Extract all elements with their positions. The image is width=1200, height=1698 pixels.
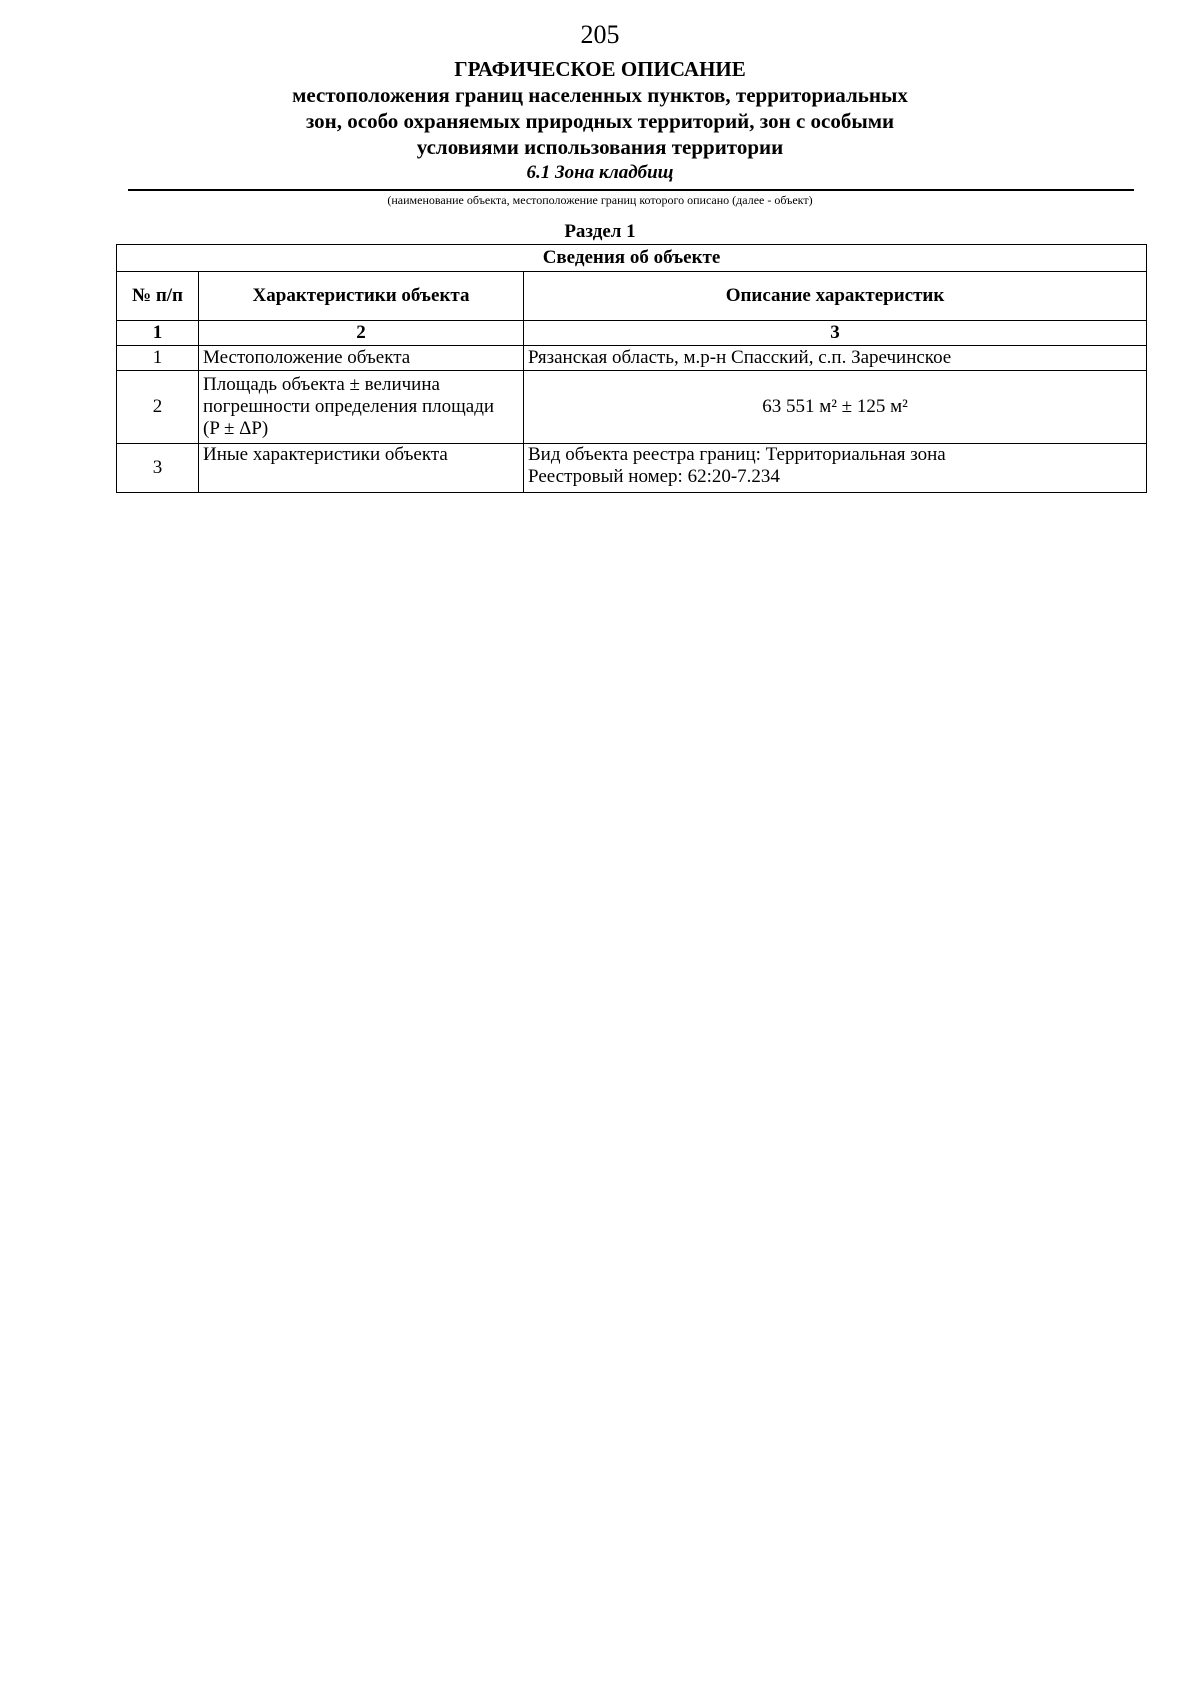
- header-num: № п/п: [117, 272, 199, 321]
- row-num: 1: [117, 346, 199, 371]
- document-title: [0, 56, 1200, 160]
- table-header-row: [117, 272, 1147, 321]
- row-description: Рязанская область, м.р-н Спасский, с.п. Заречинское: [524, 346, 1147, 371]
- title-line-2: местоположения границ населенных пунктов, территориальных: [292, 83, 908, 107]
- row-description: [524, 444, 1147, 493]
- title-line-1: ГРАФИЧЕСКОЕ ОПИСАНИЕ: [454, 57, 746, 81]
- row-description-line: Реестровый номер: 62:20-7.234: [528, 466, 780, 487]
- column-number-row: [117, 321, 1147, 346]
- row-characteristic-line: погрешности определения площади: [203, 396, 495, 417]
- header-characteristic: Характеристики объекта: [199, 272, 524, 321]
- row-description: 63 551 м² ± 125 м²: [524, 371, 1147, 444]
- column-number: 3: [524, 321, 1147, 346]
- row-characteristic: Местоположение объекта: [199, 346, 524, 371]
- column-number: 2: [199, 321, 524, 346]
- object-name-caption: (наименование объекта, местоположение границ которого описано (далее - объект): [387, 193, 813, 207]
- table-caption: Сведения об объекте: [117, 245, 1147, 272]
- row-characteristic: Иные характеристики объекта: [199, 444, 524, 493]
- title-line-3: зон, особо охраняемых природных территорий, зон с особыми: [305, 109, 895, 133]
- table-row: [117, 444, 1147, 493]
- object-name-underline: [128, 189, 1134, 191]
- column-number: 1: [117, 321, 199, 346]
- row-description-line: Вид объекта реестра границ: Территориальная зона: [528, 444, 946, 465]
- section-title: Раздел 1: [564, 221, 636, 242]
- object-info-table: [116, 244, 1147, 493]
- row-characteristic: [199, 371, 524, 444]
- table-row: [117, 371, 1147, 444]
- header-description: Описание характеристик: [524, 272, 1147, 321]
- title-line-4: условиями использования территории: [416, 135, 784, 159]
- object-name: 6.1 Зона кладбищ: [526, 162, 674, 183]
- row-characteristic-line: Площадь объекта ± величина: [203, 374, 440, 395]
- row-characteristic-line: (P ± ΔP): [203, 418, 269, 439]
- table-row: [117, 346, 1147, 371]
- table-caption-row: [117, 245, 1147, 272]
- row-num: 2: [117, 371, 199, 444]
- page-number: 205: [580, 20, 620, 49]
- row-num: 3: [117, 444, 199, 493]
